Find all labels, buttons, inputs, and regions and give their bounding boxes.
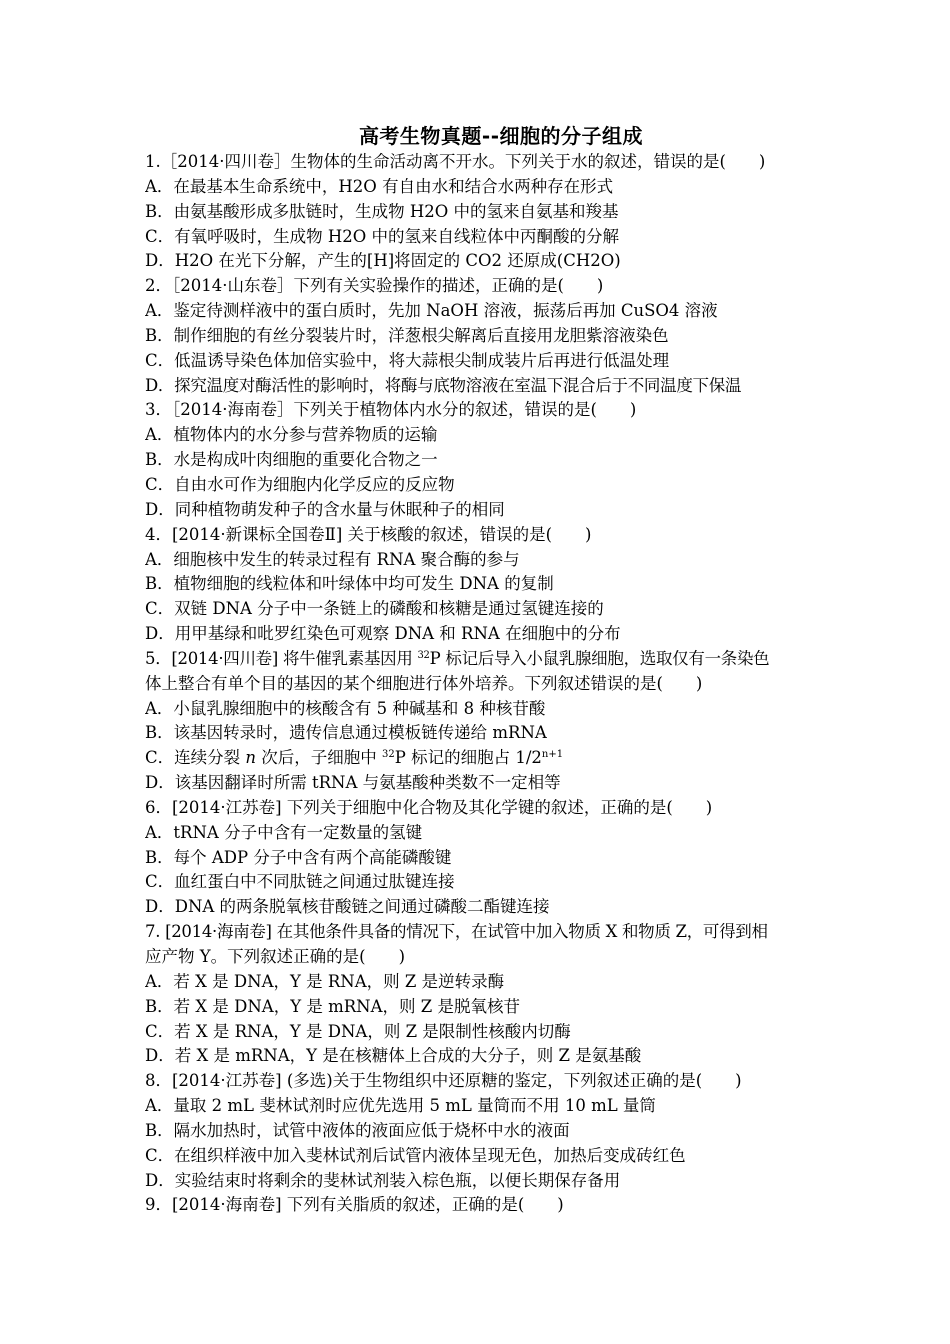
q3-option-c: C．自由水可作为细胞内化学反应的反应物 bbox=[145, 474, 455, 494]
q1-option-a: A．在最基本生命系统中，H2O 有自由水和结合水两种存在形式 bbox=[145, 176, 614, 196]
q7-stem-line1: 7. [2014·海南卷] 在其他条件具备的情况下，在试管中加入物质 X 和物质 Z，可得到相 bbox=[145, 922, 768, 942]
q6-option-b: B．每个 ADP 分子中含有两个高能磷酸键 bbox=[145, 847, 452, 867]
q1-stem: 1.［2014·四川卷］生物体的生命活动离不开水。下列关于水的叙述，错误的是( ) bbox=[145, 152, 766, 171]
q3-option-a: A．植物体内的水分参与营养物质的运输 bbox=[145, 425, 438, 445]
q1-option-d: D．H2O 在光下分解，产生的[H]将固定的 CO2 还原成(CH2O) bbox=[145, 251, 621, 271]
q6-option-a: A．tRNA 分子中含有一定数量的氢键 bbox=[145, 822, 423, 842]
q9-stem: 9．[2014·海南卷] 下列有关脂质的叙述，正确的是( ) bbox=[145, 1195, 564, 1215]
q4-option-c: C．双链 DNA 分子中一条链上的磷酸和核糖是通过氢键连接的 bbox=[145, 599, 604, 619]
q5c-mid: 次后，子细胞中 bbox=[256, 748, 383, 768]
q7-option-b: B．若 X 是 DNA，Y 是 mRNA，则 Z 是脱氧核苷 bbox=[145, 996, 520, 1016]
q3-stem: 3．［2014·海南卷］下列关于植物体内水分的叙述，错误的是( ) bbox=[145, 400, 637, 420]
q2-option-d: D．探究温度对酶活性的影响时，将酶与底物溶液在室温下混合后于不同温度下保温 bbox=[145, 375, 742, 395]
q2-option-a: A．鉴定待测样液中的蛋白质时，先加 NaOH 溶液，振荡后再加 CuSO4 溶液 bbox=[145, 301, 718, 321]
q4-option-a: A．细胞核中发生的转录过程有 RNA 聚合酶的参与 bbox=[145, 549, 520, 569]
q4-option-d: D．用甲基绿和吡罗红染色可观察 DNA 和 RNA 在细胞中的分布 bbox=[145, 624, 621, 644]
q8-option-d: D．实验结束时将剩余的斐林试剂装入棕色瓶，以便长期保存备用 bbox=[145, 1170, 621, 1190]
q3-option-b: B．水是构成叶肉细胞的重要化合物之一 bbox=[145, 450, 438, 470]
q1-option-c: C．有氧呼吸时，生成物 H2O 中的氢来自线粒体中丙酮酸的分解 bbox=[145, 226, 620, 246]
q5c-exponent: n+1 bbox=[541, 749, 564, 761]
q8-stem: 8．[2014·江苏卷] (多选)关于生物组织中还原糖的鉴定，下列叙述正确的是( ) bbox=[145, 1071, 742, 1091]
page-title: 高考生物真题--细胞的分子组成 bbox=[358, 124, 644, 148]
q5-option-b: B．该基因转录时，遗传信息通过模板链传递给 mRNA bbox=[145, 723, 547, 743]
q2-stem: 2．［2014·山东卷］下列有关实验操作的描述，正确的是( ) bbox=[145, 276, 604, 296]
q5-option-a: A．小鼠乳腺细胞中的核酸含有 5 种碱基和 8 种核苷酸 bbox=[145, 698, 546, 718]
q7-option-c: C．若 X 是 RNA，Y 是 DNA，则 Z 是限制性核酸内切酶 bbox=[145, 1021, 571, 1041]
q5-option-c bbox=[145, 746, 857, 771]
q5-superscript: 32 bbox=[417, 649, 430, 661]
q6-option-c: C．血红蛋白中不同肽链之间通过肽键连接 bbox=[145, 872, 455, 892]
q5c-variable-n: n bbox=[245, 748, 257, 768]
q4-option-b: B．植物细胞的线粒体和叶绿体中均可发生 DNA 的复制 bbox=[145, 574, 554, 594]
q5-stem-end: P 标记后导入小鼠乳腺细胞，选取仅有一条染色 bbox=[429, 648, 770, 668]
q2-option-c: C．低温诱导染色体加倍实验中，将大蒜根尖制成装片后再进行低温处理 bbox=[145, 350, 670, 370]
q6-stem: 6．[2014·江苏卷] 下列关于细胞中化合物及其化学键的叙述，正确的是( ) bbox=[145, 797, 713, 817]
q2-option-b: B．制作细胞的有丝分裂装片时，洋葱根尖解离后直接用龙胆紫溶液染色 bbox=[145, 325, 669, 345]
q5-stem-start: 5．[2014·四川卷] 将牛催乳素基因用 bbox=[145, 648, 418, 668]
q1-option-b: B．由氨基酸形成多肽链时，生成物 H2O 中的氢来自氨基和羧基 bbox=[145, 201, 619, 221]
q5-stem-line1 bbox=[145, 647, 857, 672]
q5-option-d: D．该基因翻译时所需 tRNA 与氨基酸种类数不一定相等 bbox=[145, 773, 561, 793]
q8-option-b: B．隔水加热时，试管中液体的液面应低于烧杯中水的液面 bbox=[145, 1120, 570, 1140]
q7-stem-line2: 应产物 Y。下列叙述正确的是( ) bbox=[145, 947, 406, 966]
q5c-start: C．连续分裂 bbox=[145, 748, 246, 768]
q8-option-a: A．量取 2 mL 斐林试剂时应优先选用 5 mL 量筒而不用 10 mL 量筒 bbox=[145, 1096, 656, 1116]
q6-option-d: D．DNA 的两条脱氧核苷酸链之间通过磷酸二酯键连接 bbox=[145, 897, 550, 917]
q7-option-a: A．若 X 是 DNA，Y 是 RNA，则 Z 是逆转录酶 bbox=[145, 971, 505, 991]
q7-option-d: D．若 X 是 mRNA，Y 是在核糖体上合成的大分子，则 Z 是氨基酸 bbox=[145, 1046, 642, 1066]
q4-stem: 4．[2014·新课标全国卷Ⅱ] 关于核酸的叙述，错误的是( ) bbox=[145, 524, 592, 544]
document-body bbox=[145, 123, 857, 1218]
q8-option-c: C．在组织样液中加入斐林试剂后试管内液体呈现无色，加热后变成砖红色 bbox=[145, 1145, 686, 1165]
q5-stem-line2: 体上整合有单个目的基因的某个细胞进行体外培养。下列叙述错误的是( ) bbox=[145, 673, 703, 693]
q3-option-d: D．同种植物萌发种子的含水量与休眠种子的相同 bbox=[145, 499, 505, 519]
q5c-superscript-32: 32 bbox=[382, 749, 395, 761]
q5c-mid2: P 标记的细胞占 1/2 bbox=[394, 748, 542, 768]
